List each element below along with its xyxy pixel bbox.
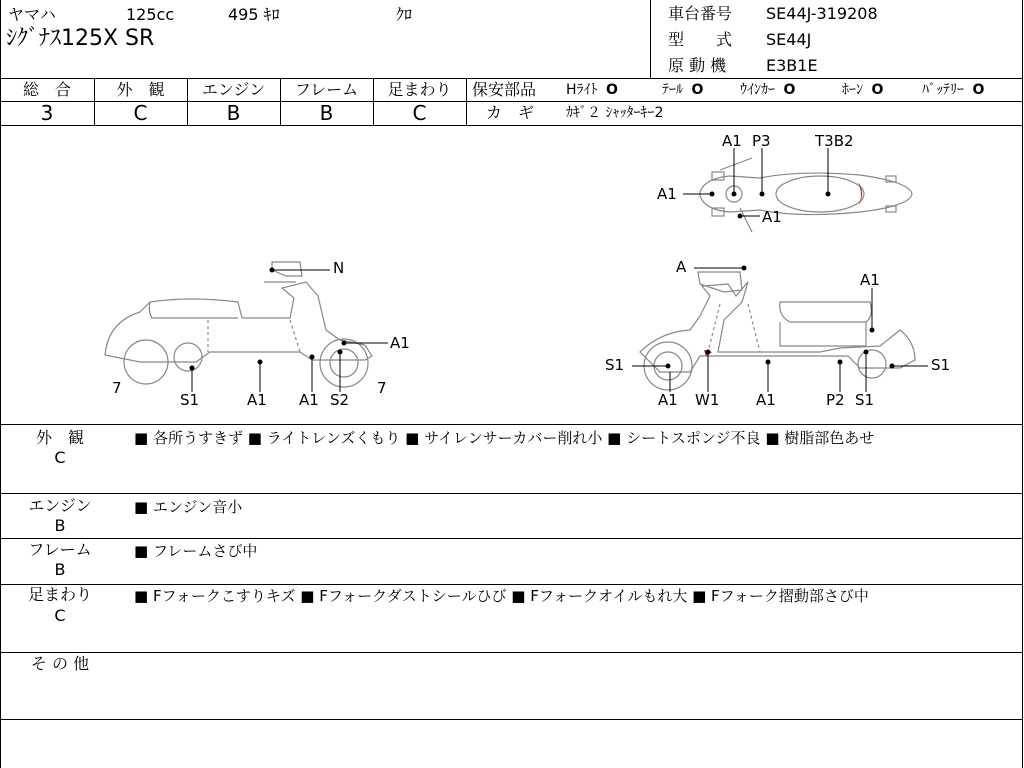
safety-item-tail [662,81,703,99]
rule-section [0,652,1023,653]
ok-mark: O [783,82,796,98]
displacement: 125cc [126,5,175,24]
key-label: カ ギ [486,103,535,122]
safety-item-name: Hﾗｲﾄ [566,82,598,98]
label-right-A1a: A1 [658,391,678,409]
rule-section [0,493,1023,494]
label-left-7a: 7 [112,379,122,397]
label-left-A1: A1 [390,334,410,352]
label-right-S1-right: S1 [931,356,951,374]
ok-mark: O [691,82,704,98]
section-label: フレーム [28,540,92,559]
label-right-P2: P2 [826,391,845,409]
color: ｸﾛ [396,5,413,24]
grade-frame: B [319,101,334,125]
grade-header-suspension: 足まわり [387,80,452,99]
safety-item-name: ﾊﾞｯﾃﾘｰ [922,82,964,98]
label-left-S1: S1 [180,391,200,409]
grade-exterior: C [133,101,148,125]
grade-header-overall: 総 合 [22,80,71,99]
safety-label: 保安部品 [472,80,537,99]
rule-section [0,538,1023,539]
label-top-A1-bottom: A1 [762,208,782,226]
grade-overall: 3 [40,101,54,125]
maker: ヤマハ [8,5,56,24]
section-notes: ■ フレームさび中 [134,542,258,560]
label-right-S1-left: S1 [605,356,625,374]
label-left-A1b: A1 [247,391,267,409]
rule-diagram-bottom [0,424,1023,425]
grade-engine: B [226,101,241,125]
ok-mark: O [972,82,985,98]
grade-header-frame: フレーム [294,80,359,99]
label-right-A1b: A1 [756,391,776,409]
grade-suspension: C [412,101,427,125]
grade-header-exterior: 外 観 [116,80,165,99]
safety-item-battery [922,81,984,99]
rule-section [0,719,1023,720]
grade-header-engine: エンジン [201,80,266,99]
rule-grades-top [0,78,1023,79]
label-right-W1: W1 [695,391,720,409]
frame-number-value: SE44J-319208 [766,4,878,23]
engine-type-label: 原 動 機 [668,56,727,75]
section-notes: ■ 各所うすきず ■ ライトレンズくもり ■ サイレンサーカバー削れ小 ■ シートスポンジ不良 ■ 樹脂部色あせ [134,429,875,447]
section-grade: C [54,448,66,467]
label-right-A: A [676,258,687,276]
section-notes: ■ Fフォークこすりキズ ■ Fフォークダストシールひび ■ Fフォークオイルもれ大 ■ Fフォーク摺動部さび中 [134,587,869,605]
label-right-A1-top: A1 [860,271,880,289]
label-top-A1-left: A1 [657,185,677,203]
key-value: ｶｷﾞ２ ｼｬｯﾀｰｷｰ2 [566,105,664,121]
header-divider [650,0,651,78]
label-top-A1: A1 [722,132,742,150]
section-label: そ の 他 [30,654,90,673]
label-left-S2: S2 [330,391,350,409]
section-label: 外 観 [35,428,84,447]
ok-mark: O [871,82,884,98]
section-grade: B [54,560,66,579]
ok-mark: O [605,82,618,98]
label-top-P3: P3 [752,132,771,150]
safety-item-headlight [566,81,618,99]
model-type-label: 型 式 [668,30,733,49]
section-grade: C [54,606,66,625]
label-top-T3B2: T3B2 [815,132,854,150]
label-right-S1b: S1 [855,391,875,409]
safety-item-name: ﾎｰﾝ [842,82,863,98]
mileage: 495 ｷﾛ [228,5,280,24]
damage-marks [704,182,862,356]
section-grade: B [54,516,66,535]
section-label: エンジン [28,496,92,515]
safety-item-horn [842,81,883,99]
label-left-N: N [333,259,345,277]
safety-item-name: ﾃｰﾙ [662,82,683,98]
grade-divider [466,78,467,125]
engine-type-value: E3B1E [766,56,818,75]
model-name: ｼｸﾞﾅｽ125X SR [6,26,155,51]
model-type-value: SE44J [766,30,812,49]
scooter-left-view [105,262,372,387]
safety-item-name: ｳｲﾝｶｰ [740,82,775,98]
section-notes: ■ エンジン音小 [134,498,243,516]
label-left-7b: 7 [377,379,387,397]
safety-item-winker [740,81,795,99]
section-label: 足まわり [27,585,92,604]
label-left-A1c: A1 [299,391,319,409]
frame-number-label: 車台番号 [668,4,733,23]
